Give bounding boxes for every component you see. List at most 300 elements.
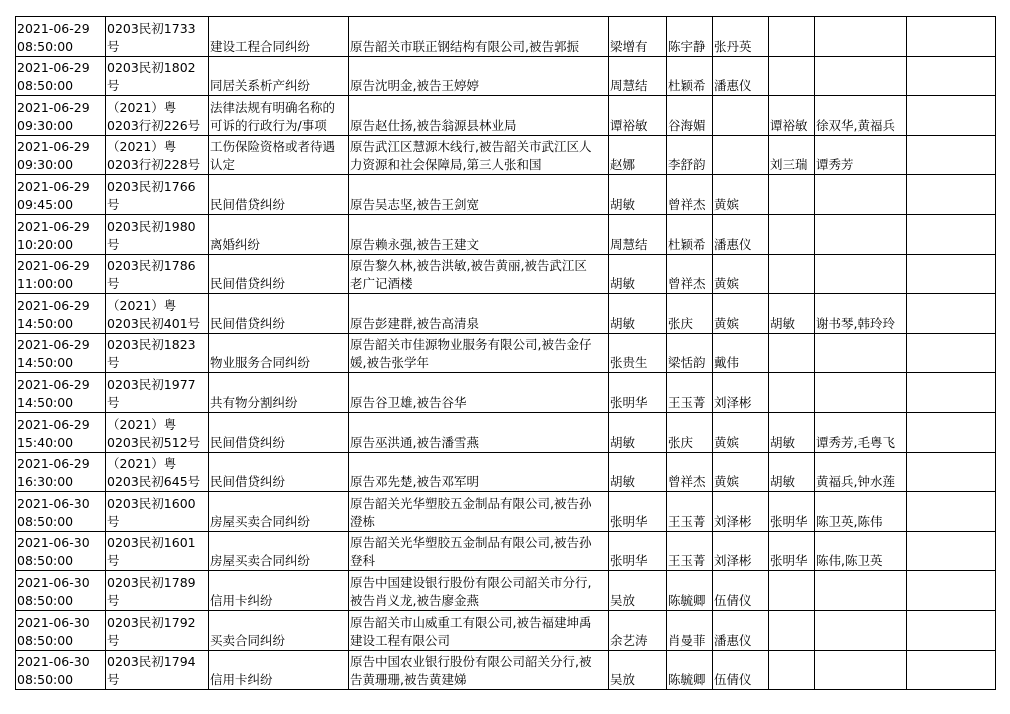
empty-cell bbox=[907, 214, 996, 254]
case-cause-text: 同居关系析产纠纷 bbox=[210, 78, 311, 94]
clerk-name bbox=[667, 492, 713, 532]
judge-name-text: 胡敏 bbox=[610, 474, 636, 490]
case-parties-text: 原告韶关市山威重工有限公司,被告福建坤禹 建设工程有限公司 bbox=[350, 614, 592, 648]
hearing-time bbox=[16, 17, 106, 57]
case-parties bbox=[349, 412, 609, 452]
hearing-time bbox=[16, 571, 106, 611]
case-number bbox=[106, 373, 209, 413]
assessor-name bbox=[713, 254, 769, 294]
case-parties bbox=[349, 96, 609, 136]
panel-members-text: 陈卫英,陈伟 bbox=[816, 513, 883, 529]
case-parties bbox=[349, 531, 609, 571]
assessor-name-text: 伍倩仪 bbox=[714, 592, 752, 608]
case-number-text: （2021）粤 0203民初512号 bbox=[107, 416, 201, 450]
clerk-name bbox=[667, 412, 713, 452]
case-number-text: 0203民初1802 号 bbox=[107, 60, 196, 94]
case-cause-text: 共有物分割纠纷 bbox=[210, 394, 298, 410]
judge-name-text: 张明华 bbox=[610, 394, 648, 410]
clerk-name bbox=[667, 650, 713, 690]
assessor-name-text: 戴伟 bbox=[714, 355, 740, 371]
case-cause-text: 信用卡纠纷 bbox=[210, 592, 273, 608]
case-cause bbox=[209, 531, 349, 571]
assessor-name-text: 刘泽彬 bbox=[714, 394, 752, 410]
assessor-name bbox=[713, 17, 769, 57]
clerk-name-text: 谷海媚 bbox=[668, 117, 706, 133]
case-cause bbox=[209, 294, 349, 334]
table-row bbox=[16, 610, 996, 650]
presiding-judge-text: 张明华 bbox=[770, 513, 808, 529]
hearing-time-text: 2021-06-29 14:50:00 bbox=[17, 337, 90, 371]
empty-cell bbox=[907, 17, 996, 57]
case-cause bbox=[209, 373, 349, 413]
hearing-time bbox=[16, 452, 106, 492]
case-number-text: 0203民初1733 号 bbox=[107, 20, 196, 54]
assessor-name bbox=[713, 175, 769, 215]
judge-name-text: 周慧结 bbox=[610, 236, 648, 252]
presiding-judge bbox=[769, 650, 815, 690]
case-cause bbox=[209, 333, 349, 373]
assessor-name-text: 刘泽彬 bbox=[714, 553, 752, 569]
assessor-name-text: 黄嫔 bbox=[714, 315, 740, 331]
hearing-time-text: 2021-06-30 08:50:00 bbox=[17, 574, 90, 608]
empty-cell bbox=[907, 175, 996, 215]
assessor-name bbox=[713, 56, 769, 96]
case-parties-text: 原告黎久林,被告洪敏,被告黄丽,被告武江区 老广记酒楼 bbox=[350, 258, 587, 292]
empty-cell bbox=[907, 135, 996, 175]
case-number bbox=[106, 571, 209, 611]
presiding-judge bbox=[769, 610, 815, 650]
panel-members bbox=[815, 571, 907, 611]
hearing-time-text: 2021-06-29 14:50:00 bbox=[17, 297, 90, 331]
case-number bbox=[106, 452, 209, 492]
case-number bbox=[106, 214, 209, 254]
case-number bbox=[106, 412, 209, 452]
presiding-judge-text: 胡敏 bbox=[770, 434, 796, 450]
assessor-name-text: 伍倩仪 bbox=[714, 672, 752, 688]
case-number-text: 0203民初1792 号 bbox=[107, 614, 196, 648]
hearing-time-text: 2021-06-29 09:30:00 bbox=[17, 139, 90, 173]
panel-members bbox=[815, 610, 907, 650]
case-cause bbox=[209, 214, 349, 254]
judge-name bbox=[609, 96, 667, 136]
case-cause-text: 法律法规有明确名称的 可诉的行政行为/事项 bbox=[210, 99, 336, 133]
clerk-name-text: 王玉菁 bbox=[668, 394, 706, 410]
presiding-judge-text: 刘三瑞 bbox=[770, 157, 808, 173]
assessor-name-text: 黄嫔 bbox=[714, 276, 740, 292]
presiding-judge bbox=[769, 135, 815, 175]
clerk-name-text: 陈宇静 bbox=[668, 38, 706, 54]
hearing-schedule-table bbox=[15, 16, 996, 690]
clerk-name bbox=[667, 17, 713, 57]
table-row bbox=[16, 571, 996, 611]
hearing-time bbox=[16, 56, 106, 96]
panel-members bbox=[815, 492, 907, 532]
case-number-text: （2021）粤 0203行初226号 bbox=[107, 99, 201, 133]
hearing-time bbox=[16, 135, 106, 175]
case-cause-text: 民间借贷纠纷 bbox=[210, 315, 286, 331]
case-number bbox=[106, 175, 209, 215]
case-parties-text: 原告韶关光华塑胶五金制品有限公司,被告孙 登科 bbox=[350, 535, 592, 569]
table-row bbox=[16, 175, 996, 215]
case-parties-text: 原告武江区慧源木线行,被告韶关市武江区人 力资源和社会保障局,第三人张和国 bbox=[350, 139, 592, 173]
case-number-text: 0203民初1766 号 bbox=[107, 178, 196, 212]
panel-members-text: 徐双华,黄福兵 bbox=[816, 117, 895, 133]
panel-members bbox=[815, 56, 907, 96]
assessor-name-text: 潘惠仪 bbox=[714, 236, 752, 252]
hearing-time bbox=[16, 412, 106, 452]
panel-members bbox=[815, 452, 907, 492]
presiding-judge-text: 胡敏 bbox=[770, 474, 796, 490]
judge-name-text: 余艺涛 bbox=[610, 632, 648, 648]
judge-name bbox=[609, 254, 667, 294]
case-number-text: （2021）粤 0203民初401号 bbox=[107, 297, 201, 331]
case-cause-text: 民间借贷纠纷 bbox=[210, 474, 286, 490]
table-row bbox=[16, 531, 996, 571]
case-number-text: 0203民初1601 号 bbox=[107, 535, 196, 569]
judge-name bbox=[609, 294, 667, 334]
table-row bbox=[16, 17, 996, 57]
clerk-name-text: 曾祥杰 bbox=[668, 196, 706, 212]
case-cause-text: 房屋买卖合同纠纷 bbox=[210, 553, 311, 569]
case-number bbox=[106, 135, 209, 175]
case-parties bbox=[349, 17, 609, 57]
assessor-name-text: 黄嫔 bbox=[714, 434, 740, 450]
assessor-name bbox=[713, 452, 769, 492]
panel-members-text: 黄福兵,钟水莲 bbox=[816, 474, 895, 490]
empty-cell bbox=[907, 333, 996, 373]
presiding-judge bbox=[769, 17, 815, 57]
case-cause bbox=[209, 17, 349, 57]
presiding-judge-text: 张明华 bbox=[770, 553, 808, 569]
presiding-judge bbox=[769, 531, 815, 571]
clerk-name bbox=[667, 294, 713, 334]
clerk-name-text: 张庆 bbox=[668, 434, 694, 450]
presiding-judge-text: 谭裕敏 bbox=[770, 117, 808, 133]
case-parties bbox=[349, 333, 609, 373]
case-parties-text: 原告彭建群,被告高清泉 bbox=[350, 315, 479, 331]
empty-cell bbox=[907, 412, 996, 452]
case-cause-text: 离婚纠纷 bbox=[210, 236, 261, 252]
judge-name bbox=[609, 373, 667, 413]
assessor-name bbox=[713, 214, 769, 254]
case-number bbox=[106, 56, 209, 96]
case-cause bbox=[209, 571, 349, 611]
table-row bbox=[16, 56, 996, 96]
case-parties bbox=[349, 56, 609, 96]
case-cause-text: 建设工程合同纠纷 bbox=[210, 38, 311, 54]
judge-name-text: 胡敏 bbox=[610, 315, 636, 331]
judge-name bbox=[609, 175, 667, 215]
table-row bbox=[16, 135, 996, 175]
panel-members bbox=[815, 17, 907, 57]
case-number-text: （2021）粤 0203民初645号 bbox=[107, 456, 201, 490]
panel-members bbox=[815, 254, 907, 294]
case-cause-text: 物业服务合同纠纷 bbox=[210, 355, 311, 371]
assessor-name-text: 刘泽彬 bbox=[714, 513, 752, 529]
judge-name-text: 张明华 bbox=[610, 553, 648, 569]
panel-members-text: 谭秀芳,毛粤飞 bbox=[816, 434, 895, 450]
case-cause-text: 民间借贷纠纷 bbox=[210, 276, 286, 292]
judge-name-text: 胡敏 bbox=[610, 434, 636, 450]
empty-cell bbox=[907, 96, 996, 136]
clerk-name bbox=[667, 610, 713, 650]
hearing-time bbox=[16, 373, 106, 413]
empty-cell bbox=[907, 492, 996, 532]
assessor-name-text: 张丹英 bbox=[714, 38, 752, 54]
assessor-name-text: 黄嫔 bbox=[714, 474, 740, 490]
table-row bbox=[16, 650, 996, 690]
case-cause-text: 民间借贷纠纷 bbox=[210, 434, 286, 450]
case-parties-text: 原告赖永强,被告王建文 bbox=[350, 236, 479, 252]
case-number bbox=[106, 650, 209, 690]
table-row bbox=[16, 492, 996, 532]
hearing-time bbox=[16, 214, 106, 254]
case-cause-text: 买卖合同纠纷 bbox=[210, 632, 286, 648]
case-cause bbox=[209, 56, 349, 96]
judge-name-text: 吴放 bbox=[610, 672, 636, 688]
judge-name-text: 张明华 bbox=[610, 513, 648, 529]
case-number-text: 0203民初1600 号 bbox=[107, 495, 196, 529]
hearing-time-text: 2021-06-29 09:45:00 bbox=[17, 178, 90, 212]
case-number-text: 0203民初1823 号 bbox=[107, 337, 196, 371]
hearing-time-text: 2021-06-29 08:50:00 bbox=[17, 60, 90, 94]
judge-name bbox=[609, 571, 667, 611]
hearing-time-text: 2021-06-30 08:50:00 bbox=[17, 535, 90, 569]
panel-members bbox=[815, 333, 907, 373]
empty-cell bbox=[907, 571, 996, 611]
case-cause bbox=[209, 96, 349, 136]
case-parties bbox=[349, 571, 609, 611]
panel-members bbox=[815, 96, 907, 136]
clerk-name-text: 杜颖希 bbox=[668, 236, 706, 252]
panel-members bbox=[815, 214, 907, 254]
hearing-time bbox=[16, 294, 106, 334]
table-row bbox=[16, 214, 996, 254]
case-number bbox=[106, 294, 209, 334]
empty-cell bbox=[907, 294, 996, 334]
clerk-name bbox=[667, 452, 713, 492]
case-parties-text: 原告韶关市佳源物业服务有限公司,被告金仔 媛,被告张学年 bbox=[350, 337, 592, 371]
clerk-name-text: 杜颖希 bbox=[668, 78, 706, 94]
case-cause bbox=[209, 135, 349, 175]
presiding-judge bbox=[769, 571, 815, 611]
empty-cell bbox=[907, 452, 996, 492]
assessor-name-text: 潘惠仪 bbox=[714, 78, 752, 94]
panel-members bbox=[815, 531, 907, 571]
judge-name bbox=[609, 56, 667, 96]
assessor-name bbox=[713, 412, 769, 452]
clerk-name bbox=[667, 175, 713, 215]
hearing-time bbox=[16, 96, 106, 136]
panel-members-text: 谭秀芳 bbox=[816, 157, 854, 173]
clerk-name bbox=[667, 333, 713, 373]
clerk-name-text: 肖曼菲 bbox=[668, 632, 706, 648]
judge-name bbox=[609, 333, 667, 373]
clerk-name bbox=[667, 531, 713, 571]
case-parties bbox=[349, 214, 609, 254]
panel-members bbox=[815, 650, 907, 690]
case-number bbox=[106, 610, 209, 650]
judge-name-text: 周慧结 bbox=[610, 78, 648, 94]
empty-cell bbox=[907, 610, 996, 650]
judge-name-text: 张贵生 bbox=[610, 355, 648, 371]
case-parties bbox=[349, 492, 609, 532]
judge-name bbox=[609, 610, 667, 650]
clerk-name-text: 陈毓卿 bbox=[668, 672, 706, 688]
table-row bbox=[16, 412, 996, 452]
case-parties bbox=[349, 254, 609, 294]
hearing-time bbox=[16, 254, 106, 294]
judge-name bbox=[609, 135, 667, 175]
case-cause bbox=[209, 610, 349, 650]
case-cause bbox=[209, 650, 349, 690]
empty-cell bbox=[907, 531, 996, 571]
case-cause bbox=[209, 254, 349, 294]
assessor-name bbox=[713, 96, 769, 136]
case-number-text: （2021）粤 0203行初228号 bbox=[107, 139, 201, 173]
case-cause bbox=[209, 412, 349, 452]
clerk-name-text: 陈毓卿 bbox=[668, 592, 706, 608]
case-number-text: 0203民初1786 号 bbox=[107, 258, 196, 292]
assessor-name-text: 黄嫔 bbox=[714, 196, 740, 212]
empty-cell bbox=[907, 56, 996, 96]
case-cause-text: 民间借贷纠纷 bbox=[210, 196, 286, 212]
hearing-time-text: 2021-06-29 16:30:00 bbox=[17, 456, 90, 490]
case-number bbox=[106, 531, 209, 571]
judge-name-text: 胡敏 bbox=[610, 276, 636, 292]
case-number-text: 0203民初1977 号 bbox=[107, 376, 196, 410]
case-number-text: 0203民初1789 号 bbox=[107, 574, 196, 608]
case-parties bbox=[349, 610, 609, 650]
case-number-text: 0203民初1794 号 bbox=[107, 654, 196, 688]
panel-members bbox=[815, 175, 907, 215]
hearing-time-text: 2021-06-30 08:50:00 bbox=[17, 654, 90, 688]
clerk-name bbox=[667, 571, 713, 611]
hearing-time-text: 2021-06-29 11:00:00 bbox=[17, 258, 90, 292]
assessor-name-text: 潘惠仪 bbox=[714, 632, 752, 648]
presiding-judge bbox=[769, 254, 815, 294]
case-parties-text: 原告中国农业银行股份有限公司韶关分行,被 告黄珊珊,被告黄建娣 bbox=[350, 654, 592, 688]
clerk-name bbox=[667, 254, 713, 294]
case-cause-text: 房屋买卖合同纠纷 bbox=[210, 513, 311, 529]
case-number bbox=[106, 96, 209, 136]
table-row bbox=[16, 254, 996, 294]
judge-name bbox=[609, 531, 667, 571]
case-parties-text: 原告中国建设银行股份有限公司韶关市分行, 被告肖义龙,被告廖金燕 bbox=[350, 574, 592, 608]
assessor-name bbox=[713, 333, 769, 373]
case-number bbox=[106, 333, 209, 373]
hearing-time-text: 2021-06-29 15:40:00 bbox=[17, 416, 90, 450]
judge-name-text: 谭裕敏 bbox=[610, 117, 648, 133]
hearing-time bbox=[16, 175, 106, 215]
case-number bbox=[106, 254, 209, 294]
assessor-name bbox=[713, 492, 769, 532]
case-cause bbox=[209, 452, 349, 492]
clerk-name-text: 曾祥杰 bbox=[668, 474, 706, 490]
table-row bbox=[16, 452, 996, 492]
clerk-name-text: 张庆 bbox=[668, 315, 694, 331]
assessor-name bbox=[713, 135, 769, 175]
hearing-time-text: 2021-06-29 10:20:00 bbox=[17, 218, 90, 252]
case-parties-text: 原告韶关光华塑胶五金制品有限公司,被告孙 澄栋 bbox=[350, 495, 592, 529]
assessor-name bbox=[713, 571, 769, 611]
presiding-judge bbox=[769, 56, 815, 96]
case-number-text: 0203民初1980 号 bbox=[107, 218, 196, 252]
hearing-time bbox=[16, 531, 106, 571]
case-parties bbox=[349, 175, 609, 215]
panel-members-text: 陈伟,陈卫英 bbox=[816, 553, 883, 569]
table-row bbox=[16, 373, 996, 413]
judge-name-text: 梁增有 bbox=[610, 38, 648, 54]
clerk-name bbox=[667, 373, 713, 413]
case-number bbox=[106, 492, 209, 532]
panel-members bbox=[815, 135, 907, 175]
hearing-time-text: 2021-06-30 08:50:00 bbox=[17, 614, 90, 648]
judge-name bbox=[609, 17, 667, 57]
clerk-name-text: 李舒韵 bbox=[668, 157, 706, 173]
presiding-judge bbox=[769, 294, 815, 334]
panel-members bbox=[815, 412, 907, 452]
case-parties-text: 原告邓先楚,被告邓军明 bbox=[350, 474, 479, 490]
case-number bbox=[106, 17, 209, 57]
clerk-name-text: 王玉菁 bbox=[668, 553, 706, 569]
clerk-name bbox=[667, 56, 713, 96]
presiding-judge bbox=[769, 492, 815, 532]
judge-name bbox=[609, 452, 667, 492]
panel-members bbox=[815, 294, 907, 334]
presiding-judge bbox=[769, 214, 815, 254]
table-row bbox=[16, 333, 996, 373]
hearing-time bbox=[16, 492, 106, 532]
judge-name bbox=[609, 650, 667, 690]
case-parties-text: 原告吴志坚,被告王剑宽 bbox=[350, 196, 479, 212]
clerk-name-text: 曾祥杰 bbox=[668, 276, 706, 292]
hearing-time bbox=[16, 610, 106, 650]
presiding-judge bbox=[769, 452, 815, 492]
case-cause bbox=[209, 175, 349, 215]
hearing-time-text: 2021-06-29 08:50:00 bbox=[17, 20, 90, 54]
judge-name-text: 赵娜 bbox=[610, 157, 636, 173]
panel-members-text: 谢书琴,韩玲玲 bbox=[816, 315, 895, 331]
case-cause-text: 工伤保险资格或者待遇 认定 bbox=[210, 139, 336, 173]
case-parties-text: 原告谷卫雄,被告谷华 bbox=[350, 394, 467, 410]
case-parties bbox=[349, 135, 609, 175]
clerk-name-text: 梁恬韵 bbox=[668, 355, 706, 371]
presiding-judge bbox=[769, 412, 815, 452]
assessor-name bbox=[713, 531, 769, 571]
case-parties bbox=[349, 452, 609, 492]
presiding-judge bbox=[769, 333, 815, 373]
clerk-name bbox=[667, 135, 713, 175]
case-parties bbox=[349, 294, 609, 334]
table-row bbox=[16, 96, 996, 136]
case-cause-text: 信用卡纠纷 bbox=[210, 672, 273, 688]
clerk-name-text: 王玉菁 bbox=[668, 513, 706, 529]
empty-cell bbox=[907, 373, 996, 413]
hearing-time bbox=[16, 650, 106, 690]
presiding-judge bbox=[769, 96, 815, 136]
judge-name-text: 吴放 bbox=[610, 592, 636, 608]
empty-cell bbox=[907, 254, 996, 294]
case-parties bbox=[349, 650, 609, 690]
panel-members bbox=[815, 373, 907, 413]
hearing-time-text: 2021-06-29 09:30:00 bbox=[17, 99, 90, 133]
assessor-name bbox=[713, 650, 769, 690]
case-parties bbox=[349, 373, 609, 413]
judge-name bbox=[609, 492, 667, 532]
presiding-judge bbox=[769, 373, 815, 413]
table-row bbox=[16, 294, 996, 334]
